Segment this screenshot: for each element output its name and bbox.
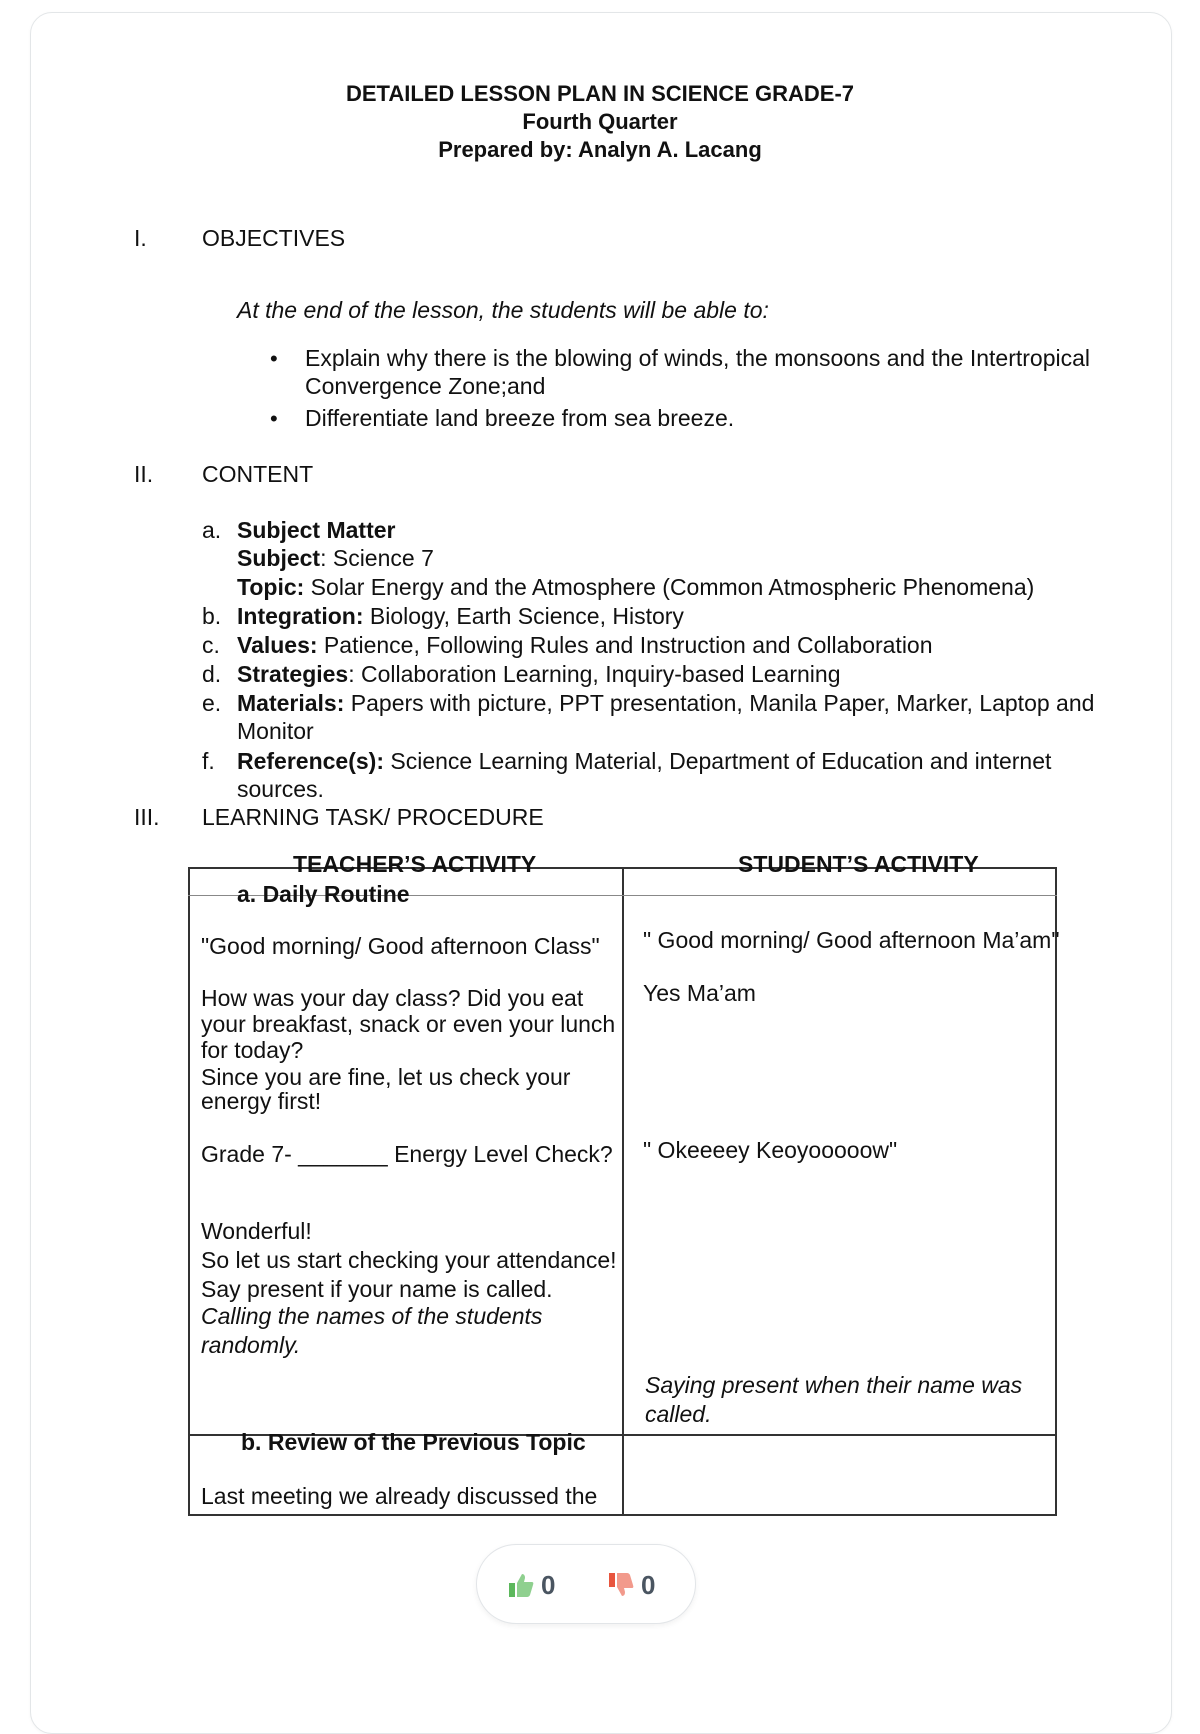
- list-item-text: Patience, Following Rules and Instruction and Collaboration: [317, 632, 933, 658]
- dislike-button[interactable]: [607, 1565, 655, 1605]
- teacher-line: energy first!: [201, 1088, 322, 1114]
- objective-item: Differentiate land breeze from sea breeze.: [305, 405, 735, 431]
- list-item: [237, 689, 1094, 718]
- teacher-line: So let us start checking your attendance!: [201, 1247, 617, 1273]
- list-item-label: Strategies: [237, 661, 349, 687]
- bullet: •: [270, 346, 278, 371]
- list-item-text: Science 7: [326, 545, 434, 571]
- list-item-text: Papers with picture, PPT presentation, Manila Paper, Marker, Laptop and: [344, 690, 1095, 716]
- list-item-label: Subject: [237, 545, 321, 571]
- student-line: Yes Ma’am: [643, 980, 756, 1006]
- feedback-pill: [476, 1544, 696, 1624]
- list-item-text: Biology, Earth Science, History: [363, 603, 684, 629]
- list-item-label: Values:: [237, 632, 318, 658]
- column-header-teacher: TEACHER’S ACTIVITY: [293, 851, 537, 877]
- list-letter: b.: [202, 603, 222, 629]
- document-author: Prepared by: Analyn A. Lacang: [438, 137, 762, 162]
- list-item-label: Materials:: [237, 690, 345, 716]
- teacher-line: Last meeting we already discussed the: [201, 1483, 598, 1509]
- teacher-line: Calling the names of the students: [201, 1303, 543, 1329]
- teacher-line: Since you are fine, let us check your: [201, 1064, 571, 1090]
- objectives-intro: At the end of the lesson, the students will be able to:: [237, 297, 769, 323]
- list-item: [237, 660, 840, 689]
- list-item-label: Subject Matter: [237, 517, 396, 543]
- section-numeral-content: II.: [134, 461, 154, 487]
- student-line: " Good morning/ Good afternoon Ma’am": [643, 927, 1060, 953]
- list-item-text: Solar Energy and the Atmosphere (Common Atmospheric Phenomena): [304, 574, 1035, 600]
- document-card: [30, 12, 1172, 1734]
- list-item: [237, 602, 684, 631]
- bullet: •: [270, 406, 278, 431]
- objective-item: Explain why there is the blowing of winds, the monsoons and the Intertropical: [305, 345, 1090, 371]
- list-item: [237, 544, 434, 573]
- subheading-daily-routine: a. Daily Routine: [237, 881, 410, 907]
- teacher-line: randomly.: [201, 1332, 301, 1358]
- thumbs-up-icon: [507, 1571, 535, 1599]
- teacher-line: your breakfast, snack or even your lunch: [201, 1011, 616, 1037]
- like-count: 0: [541, 1569, 556, 1600]
- table-divider: [622, 867, 624, 1516]
- document-quarter: Fourth Quarter: [522, 109, 678, 134]
- teacher-line: "Good morning/ Good afternoon Class": [201, 933, 600, 959]
- student-line: called.: [645, 1401, 712, 1427]
- list-item-text: Science Learning Material, Department of Education and internet: [384, 748, 1052, 774]
- column-header-student: STUDENT’S ACTIVITY: [738, 851, 979, 877]
- section-title-procedure: LEARNING TASK/ PROCEDURE: [202, 804, 544, 830]
- list-item-continued: sources.: [237, 776, 324, 802]
- teacher-line: for today?: [201, 1037, 304, 1063]
- list-letter: a.: [202, 517, 222, 543]
- objective-item-continued: Convergence Zone;and: [305, 373, 546, 399]
- student-line: " Okeeeey Keoyooooow": [643, 1137, 898, 1163]
- section-numeral-procedure: III.: [134, 804, 160, 830]
- table-border-left: [188, 867, 190, 1516]
- list-item-label: Integration:: [237, 603, 364, 629]
- list-letter: d.: [202, 661, 222, 687]
- teacher-line: Say present if your name is called.: [201, 1276, 553, 1302]
- table-border-right: [1055, 867, 1057, 1516]
- document-title: DETAILED LESSON PLAN IN SCIENCE GRADE-7: [345, 81, 855, 106]
- list-item-sep: :: [320, 545, 327, 571]
- teacher-line: Wonderful!: [201, 1218, 312, 1244]
- list-item: [237, 573, 1034, 602]
- list-item-label: Topic:: [237, 574, 305, 600]
- list-item: [237, 631, 933, 660]
- list-item: [237, 747, 1051, 776]
- thumbs-down-icon: [607, 1571, 635, 1599]
- section-title-objectives: OBJECTIVES: [202, 225, 346, 251]
- list-item: [237, 516, 395, 545]
- list-item-text: : Collaboration Learning, Inquiry-based Learning: [348, 661, 841, 687]
- list-item-label: Reference(s):: [237, 748, 384, 774]
- list-letter: f.: [202, 748, 215, 774]
- subheading-review: b. Review of the Previous Topic: [241, 1429, 586, 1455]
- list-item-continued: Monitor: [237, 718, 314, 744]
- teacher-line: How was your day class? Did you eat: [201, 985, 584, 1011]
- student-line: Saying present when their name was: [645, 1372, 1023, 1398]
- like-button[interactable]: [507, 1565, 555, 1605]
- list-letter: e.: [202, 690, 222, 716]
- teacher-line: Grade 7- _______ Energy Level Check?: [201, 1141, 613, 1167]
- section-numeral-objectives: I.: [134, 225, 147, 251]
- section-title-content: CONTENT: [202, 461, 314, 487]
- dislike-count: 0: [641, 1569, 656, 1600]
- list-letter: c.: [202, 632, 220, 658]
